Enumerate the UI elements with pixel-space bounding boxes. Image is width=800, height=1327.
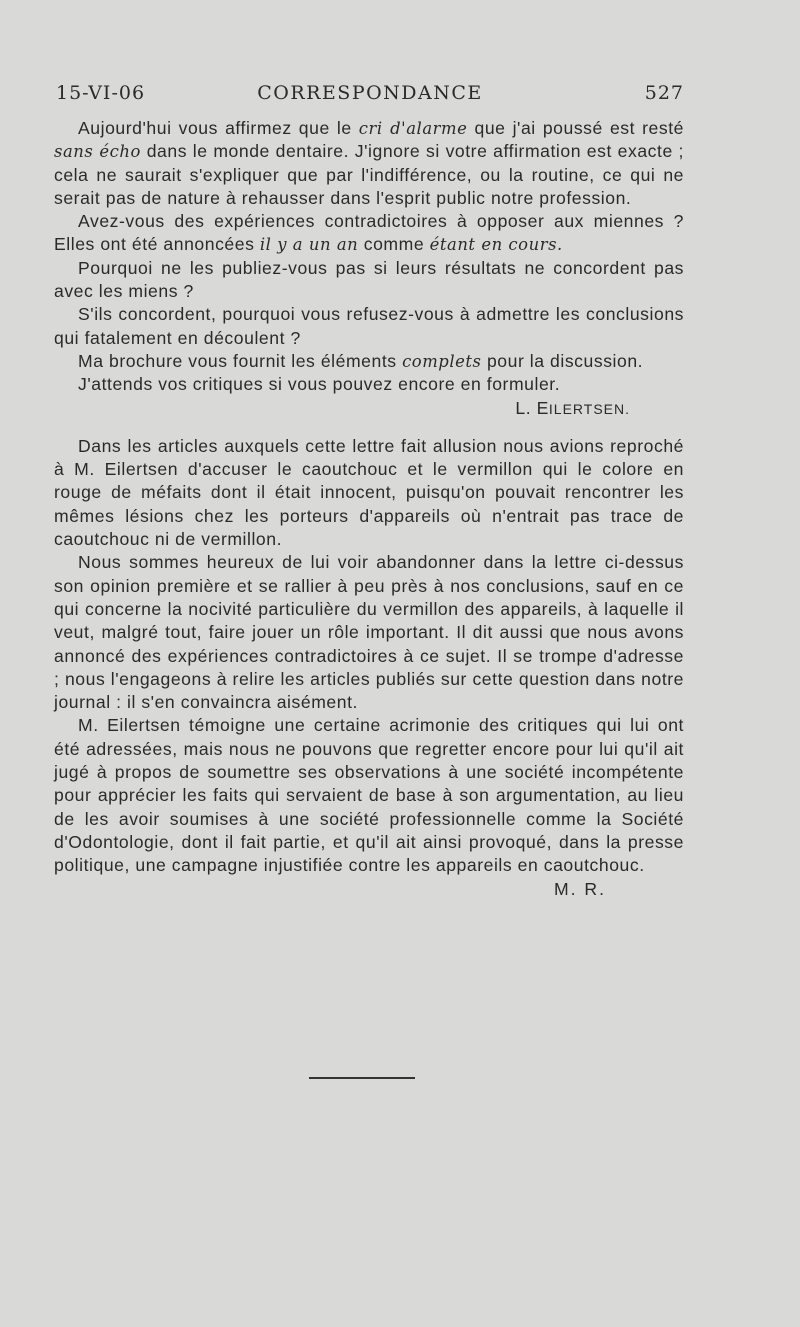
running-header xyxy=(56,82,684,108)
letter-paragraph: Avez-vous des expériences contradictoires à opposer aux miennes ? Elles ont été annoncées il y a un an comme étant en cours. xyxy=(54,211,684,255)
header-section-title: CORRESPONDANCE xyxy=(257,82,483,104)
letter-paragraph: Pourquoi ne les publiez-vous pas si leurs résultats ne concordent pas avec les miens ? xyxy=(54,257,684,302)
letter-paragraph: J'attends vos critiques si vous pouvez encore en formuler. xyxy=(78,374,561,395)
article-body xyxy=(54,117,684,901)
reply-paragraph: Nous sommes heureux de lui voir abandonner dans la lettre ci-dessus son opinion première et se rallier à peu près à nos conclusions, sauf en ce qui concerne la nocivité particulière du vermillon des appareils, à laquelle il veut, malgré tout, faire jouer un rôle important. Il dit aussi que nous avons annoncé des expériences contradictoires à ce sujet. Il se trompe d'adresse ; nous l'engageons à relire les articles publiés sur cette question dans notre journal : il s'en convaincra aisément. xyxy=(54,552,684,713)
reply-paragraph: M. Eilertsen témoigne une certaine acrimonie des critiques qui lui ont été adressées, mais nous ne pouvons que regretter encore pour lui qu'il ait jugé à propos de soumettre ses observations à une société incompétente pour apprécier les faits qui servaient de base à son argumentation, au lieu de les avoir soumises à une société professionnelle comme la Société d'Odontologie, dont il fait partie, et qu'il ait ainsi provoqué, dans la presse politique, une campagne injustifiée contre les appareils en caoutchouc. xyxy=(54,715,684,876)
reply-signature: M. R. xyxy=(553,878,606,899)
letter-signature: L. EILERTSEN. xyxy=(515,397,630,418)
header-date: 15-VI-06 xyxy=(56,82,146,104)
letter-paragraph: S'ils concordent, pourquoi vous refusez-vous à admettre les conclusions qui fatalement en découlent ? xyxy=(54,304,684,348)
reply-paragraph: Dans les articles auxquels cette lettre fait allusion nous avions reproché à M. Eilertsen d'accuser le caoutchouc et le vermillon qui le colore en rouge de méfaits dont il était innocent, puisqu'on pouvait rencontrer les mêmes lésions chez les porteurs d'appareils où n'entrait pas trace de caoutchouc ni de vermillon. xyxy=(54,435,684,550)
letter-paragraph: Ma brochure vous fournit les éléments complets pour la discussion. xyxy=(78,350,644,371)
section-divider xyxy=(309,1077,415,1079)
letter-paragraph: Aujourd'hui vous affirmez que le cri d'alarme que j'ai poussé est resté sans écho dans le monde dentaire. J'ignore si votre affirmation est exacte ; cela ne saurait s'expliquer que par l'indifférence, ou la routine, ce qui ne serait pas de nature à rehausser dans l'esprit public notre profession. xyxy=(54,118,685,208)
page-number: 527 xyxy=(644,82,684,104)
